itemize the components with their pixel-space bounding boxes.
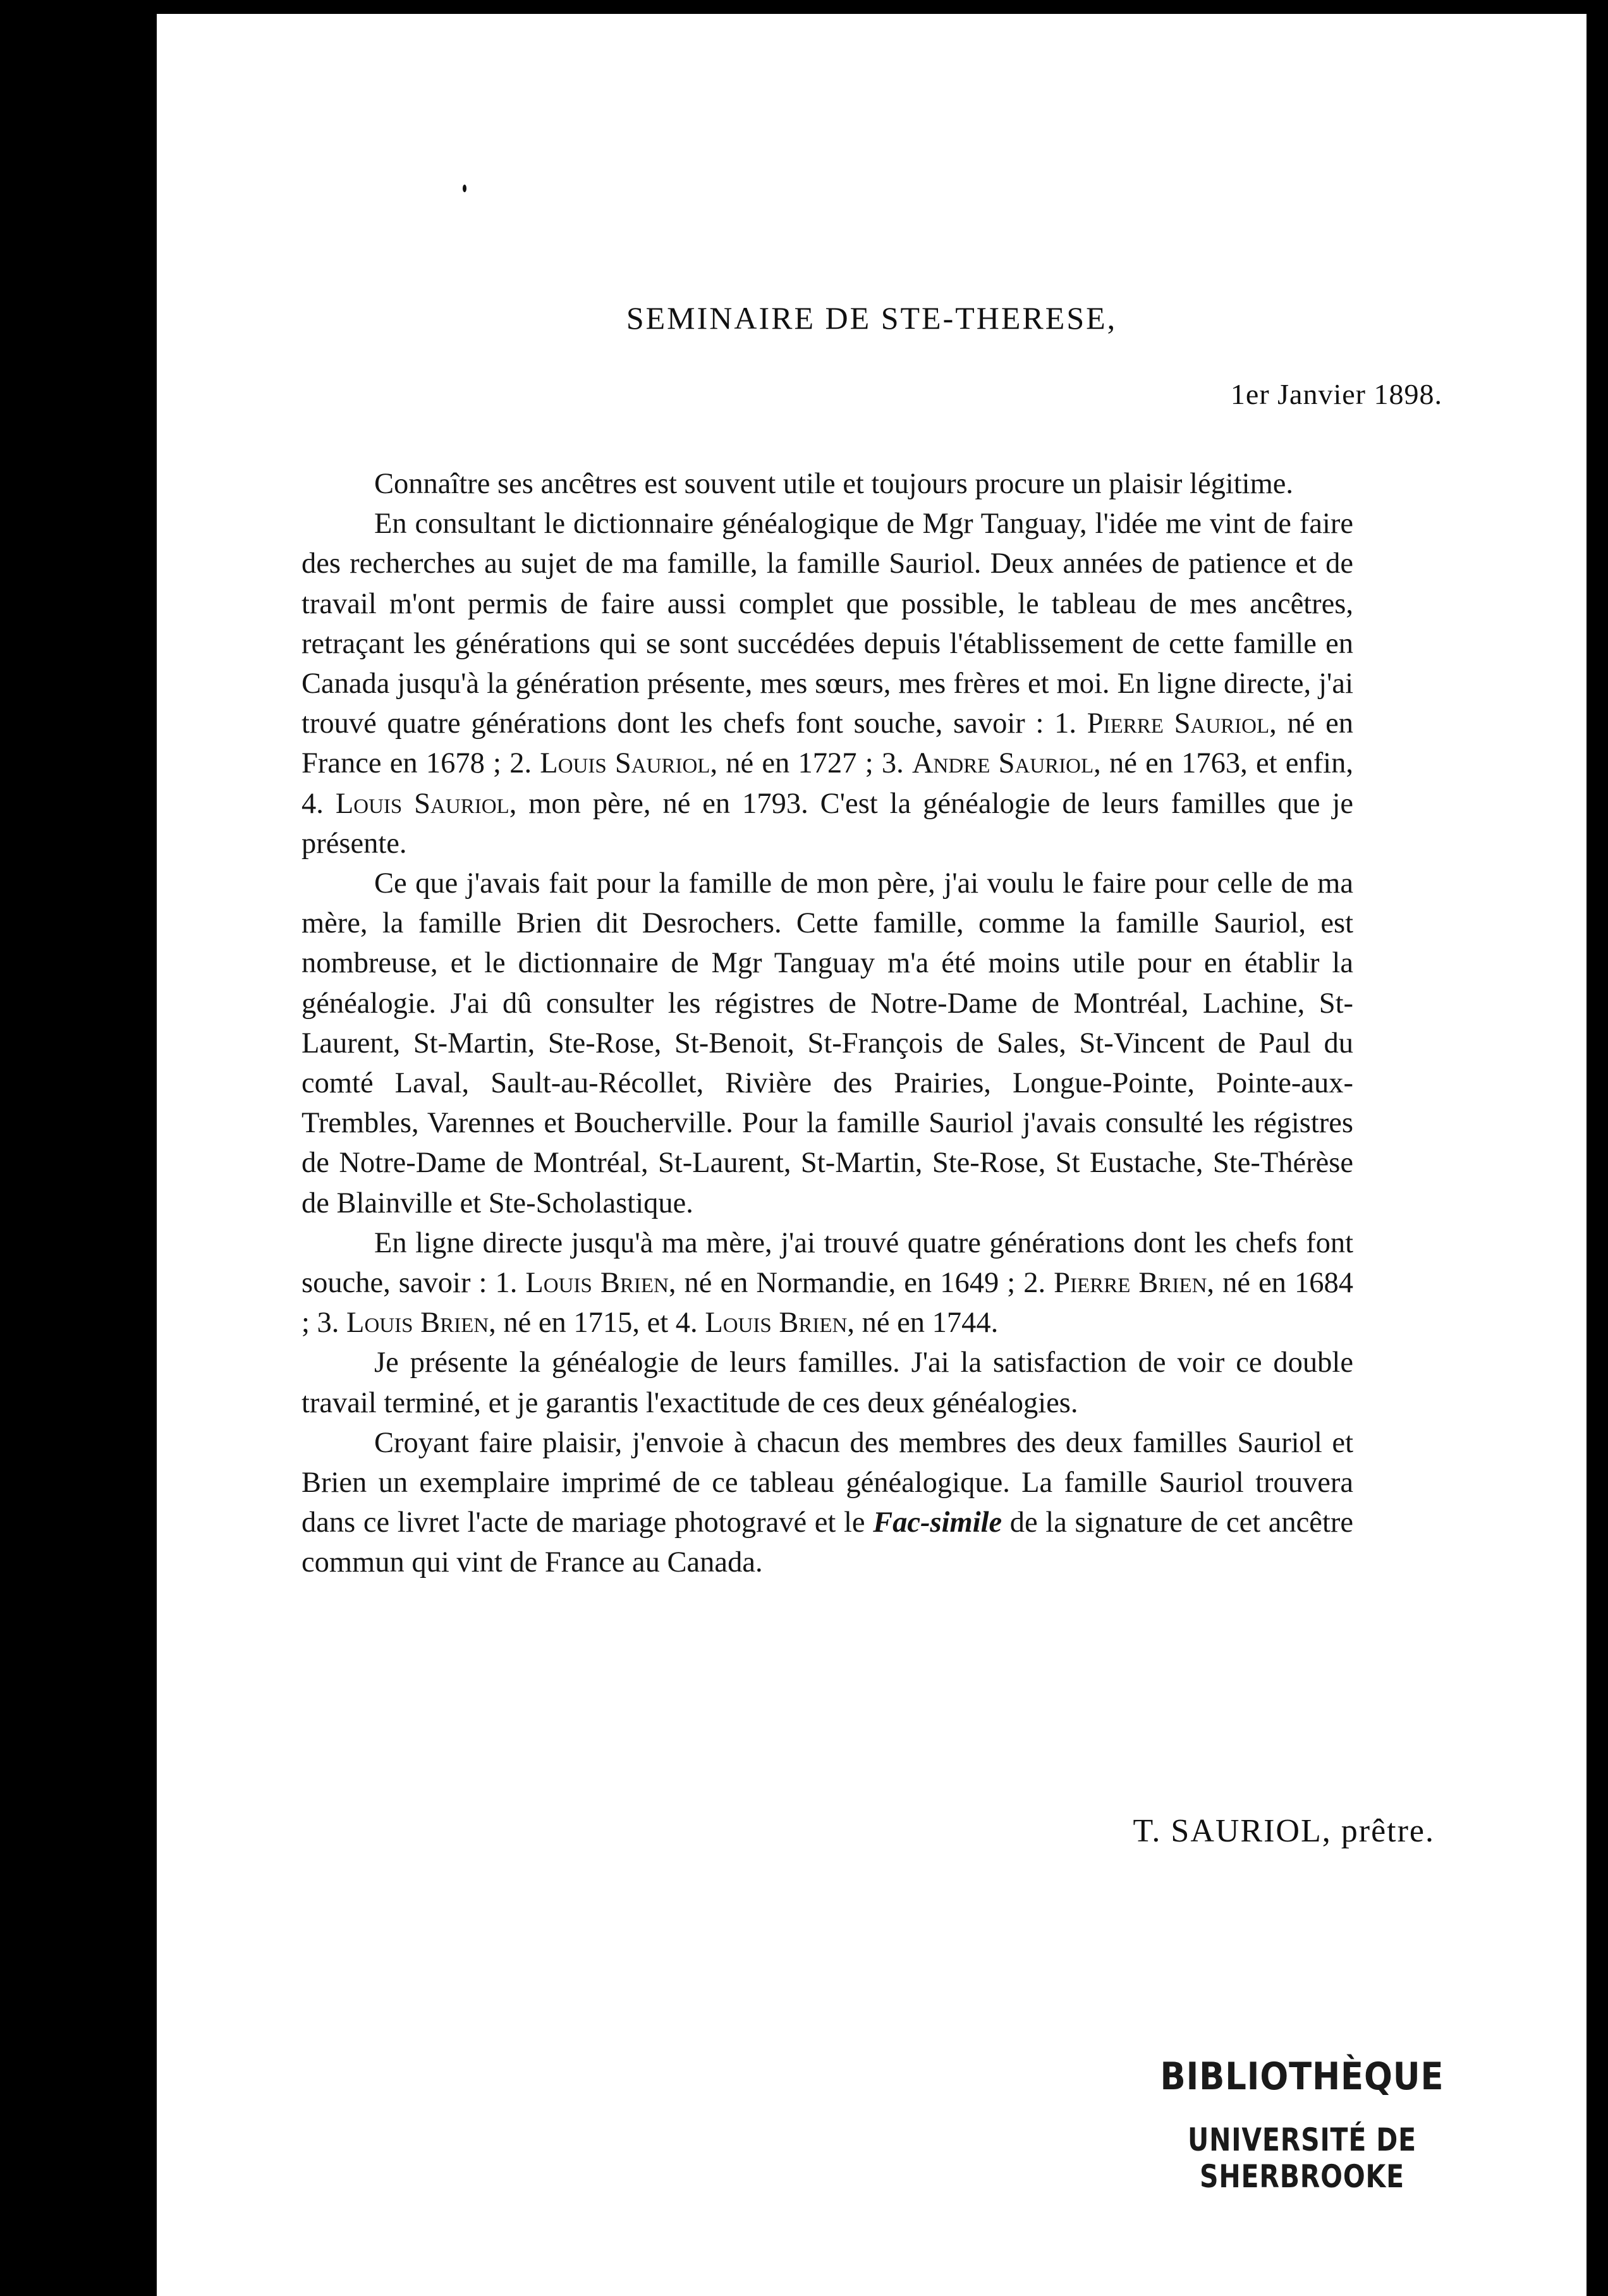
body-paragraph: [302, 1343, 1353, 1422]
text-run: , né en 1684 ; 3.: [302, 1267, 1353, 1340]
letter-signature: T. SAURIOL, prêtre.: [1133, 1813, 1435, 1849]
document-page: [157, 14, 1587, 2296]
body-paragraph: [302, 864, 1353, 1223]
person-name: Andre Sauriol: [911, 747, 1094, 780]
text-run: de la signature de cet ancêtre commun qui vint de France au Canada.: [302, 1506, 1353, 1579]
text-run: En consultant le dictionnaire généalogique de Mgr Tanguay, l'idée me vint de faire des recherches au sujet de ma famille, la famille Sauriol. Deux années de patience et de travail m'ont permis de faire aussi complet que possible, le tableau de mes ancêtres, retraçant les générations qui se sont succédées depuis l'établissement de cette famille en Canada jusqu'à la génération présente, mes sœurs, mes frères et moi. En ligne directe, j'ai trouvé quatre générations dont les chefs font souche, savoir : 1.: [302, 508, 1353, 740]
text-run: Croyant faire plaisir, j'envoie à chacun des membres des deux familles Sauriol et Brien un exemplaire imprimé de ce tableau généalogique. La famille Sauriol trouvera dans ce livret l'acte de mariage photogravé et le: [302, 1426, 1353, 1539]
library-stamp: [1081, 2055, 1523, 2195]
body-paragraph: [302, 464, 1353, 504]
stamp-line-1: BIBLIOTHÈQUE: [1160, 2055, 1444, 2099]
text-run: , né en 1744.: [847, 1307, 999, 1340]
body-paragraph: [302, 1423, 1353, 1583]
text-run: , né en Normandie, en 1649 ; 2.: [668, 1267, 1054, 1300]
letter-body: [302, 464, 1353, 1583]
text-run: Je présente la généalogie de leurs familles. J'ai la satisfaction de voir ce double travail terminé, et je garantis l'exactitude de ces deux généalogies.: [302, 1346, 1353, 1419]
ink-speck: [463, 185, 466, 192]
text-run: En ligne directe jusqu'à ma mère, j'ai trouvé quatre générations dont les chefs font souche, savoir : 1.: [302, 1226, 1353, 1300]
person-name: Louis Sauriol: [335, 787, 509, 820]
text-run: Ce que j'avais fait pour la famille de mon père, j'ai voulu le faire pour celle de ma mère, la famille Brien dit Desrochers. Cette famille, comme la famille Sauriol, est nombreuse, et le dictionnaire de Mgr Tanguay m'a été moins utile pour en établir la généalogie. J'ai dû consulter les régistres de Notre-Dame de Montréal, Lachine, St-Laurent, St-Martin, Ste-Rose, St-Benoit, St-François de Sales, St-Vincent de Paul du comté Laval, Sault-au-Récollet, Rivière des Prairies, Longue-Pointe, Pointe-aux-Trembles, Varennes et Boucherville. Pour la famille Sauriol j'avais consulté les régistres de Notre-Dame de Montréal, St-Laurent, St-Martin, Ste-Rose, St Eustache, Ste-Thérèse de Blainville et Ste-Scholastique.: [302, 867, 1353, 1219]
text-run: , né en 1727 ; 3.: [710, 747, 912, 780]
text-run: , né en 1763, et enfin, 4.: [302, 747, 1353, 820]
person-name: Louis Brien: [705, 1307, 848, 1340]
person-name: Louis Sauriol: [540, 747, 710, 780]
person-name: Pierre Sauriol: [1087, 707, 1270, 740]
body-paragraph: [302, 1223, 1353, 1343]
letter-heading: SEMINAIRE DE STE-THERESE,: [626, 300, 1118, 336]
body-paragraph: [302, 504, 1353, 864]
text-run: , né en 1715, et 4.: [489, 1307, 705, 1340]
person-name: Louis Brien: [346, 1307, 489, 1340]
letter-date: 1er Janvier 1898.: [1230, 378, 1442, 410]
text-run: , né en France en 1678 ; 2.: [302, 707, 1353, 780]
stamp-line-2: UNIVERSITÉ DE SHERBROOKE: [1188, 2122, 1416, 2195]
italic-term: Fac-simile: [873, 1506, 1002, 1539]
person-name: Louis Brien: [525, 1267, 669, 1300]
text-run: Connaître ses ancêtres est souvent utile et toujours procure un plaisir légitime.: [374, 468, 1294, 500]
person-name: Pierre Brien: [1054, 1267, 1207, 1300]
text-run: , mon père, né en 1793. C'est la généalogie de leurs familles que je présente.: [302, 787, 1353, 860]
